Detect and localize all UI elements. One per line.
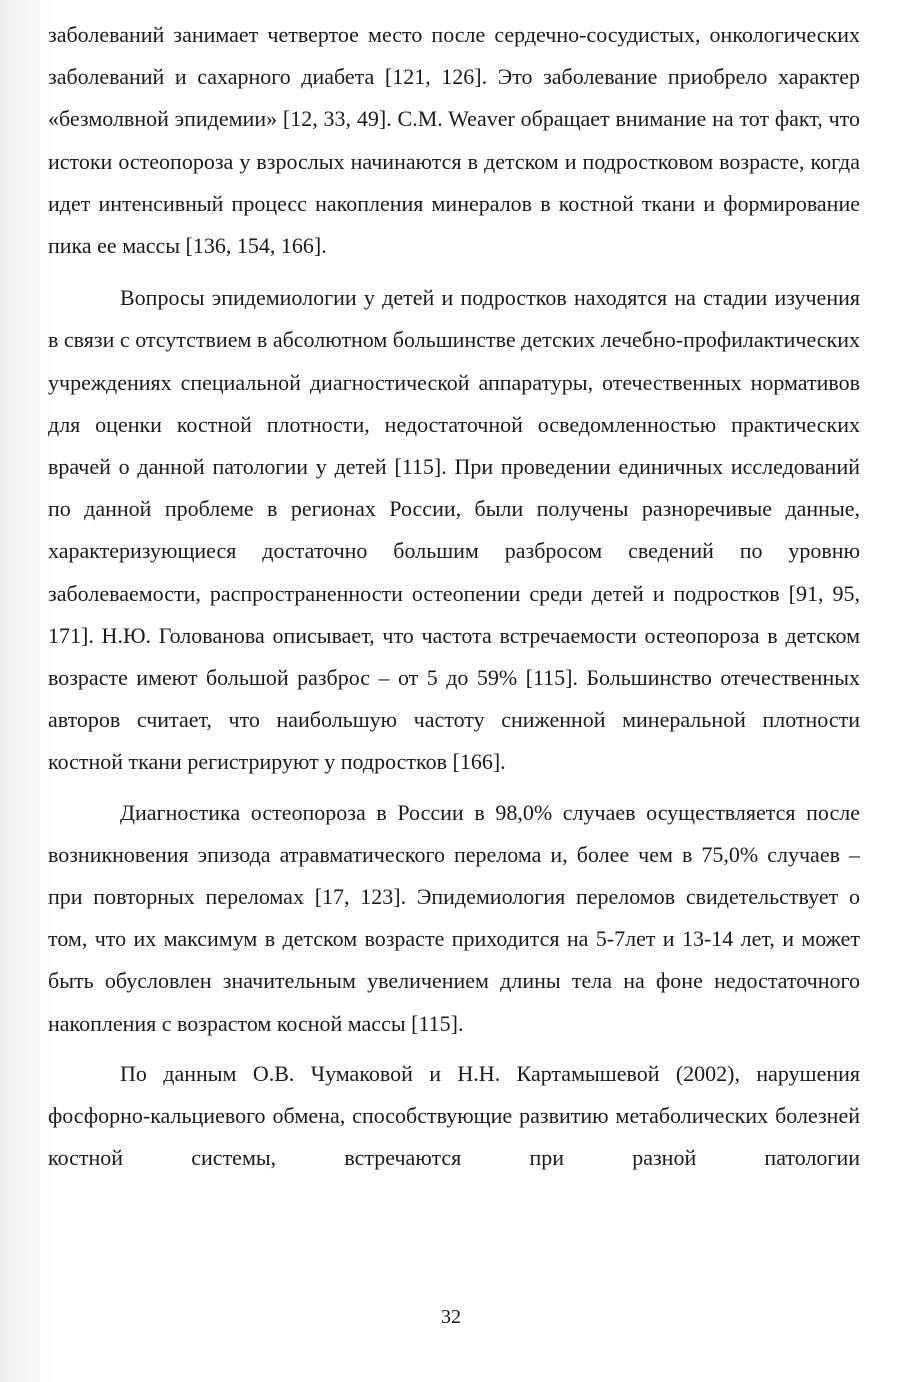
paragraph-4: По данным О.В. Чумаковой и Н.Н. Картамышевой (2002), нарушения фосфорно-кальциевого обмена, способствующие развитию метаболических болезней костной системы, встречаются при разной патологии: [48, 1060, 860, 1171]
paragraph-1: заболеваний занимает четвертое место после сердечно-сосудистых, онкологических заболеваний и сахарного диабета [121, 126]. Это заболевание приобрело характер «безмолвной эпидемии» [12, 33, 49]. C.M. Weaver обращает внимание на тот факт, что истоки остеопороза у взрослых начинаются в детском и подростковом возрасте, когда идет интенсивный процесс накопления минералов в костной ткани и формирование пика ее массы [136, 154, 166].: [48, 22, 860, 259]
paragraph-2: Вопросы эпидемиологии у детей и подростков находятся на стадии изучения в связи с отсутствием в абсолютном большинстве детских лечебно-профилактических учреждениях специальной диагностической аппаратуры, отечественных нормативов для оценки костной плотности, недостаточной осведомленностью практических врачей о данной патологии у детей [115]. При проведении единичных исследований по данной проблеме в регионах России, были получены разноречивые данные, характеризующиеся достаточно большим разбросом сведений по уровню заболеваемости, распространенности остеопении среди детей и подростков [91, 95, 171]. Н.Ю. Голованова описывает, что частота встречаемости остеопороза в детском возрасте имеют большой разброс – от 5 до 59% [115]. Большинство отечественных авторов считает, что наибольшую частоту сниженной минеральной плотности костной ткани регистрируют у подростков [166].: [48, 285, 860, 775]
paragraph-3: Диагностика остеопороза в России в 98,0% случаев осуществляется после возникновения эпизода атравматического перелома и, более чем в 75,0% случаев – при повторных переломах [17, 123]. Эпидемиология переломов свидетельствует о том, что их максимум в детском возрасте приходится на 5-7лет и 13-14 лет, и может быть обусловлен значительным увеличением длины тела на фоне недостаточного накопления с возрастом косной массы [115].: [48, 799, 860, 1036]
document-body: [48, 14, 860, 1179]
page-number: 32: [441, 1306, 461, 1328]
